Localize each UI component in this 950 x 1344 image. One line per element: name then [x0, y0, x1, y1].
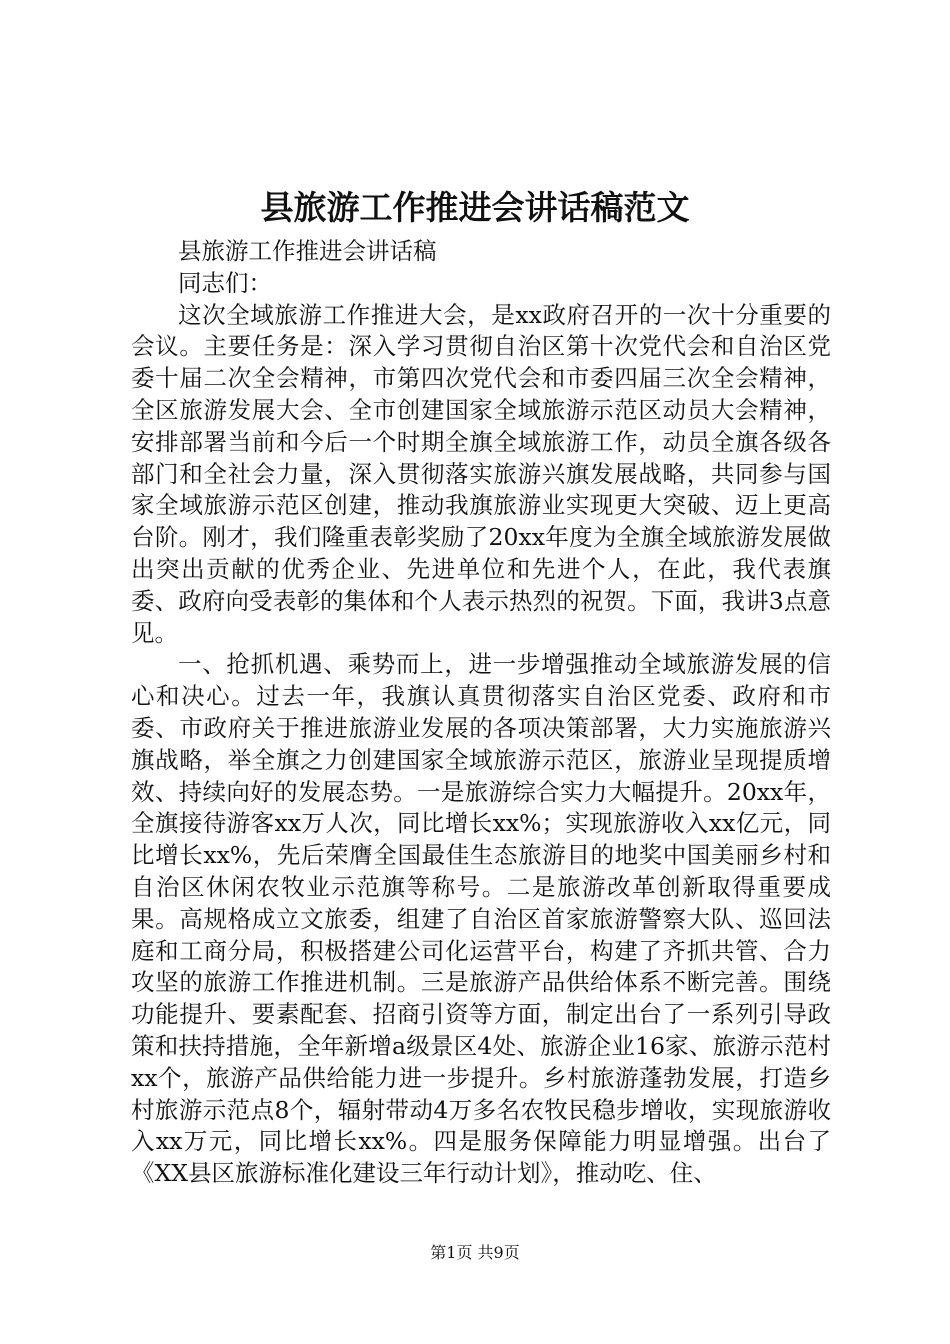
body-paragraph: 一、抢抓机遇、乘势而上，进一步增强推动全域旅游发展的信心和决心。过去一年，我旗认真贯彻落实自治区党委、政府和市委、市政府关于推进旅游业发展的各项决策部署，大力实施旅游兴旗战略，举全旗之力创建国家全域旅游示范区，旅游业呈现提质增效、持续向好的发展态势。一是旅游综合实力大幅提升。20xx年，全旗接待游客xx万人次，同比增长xx%；实现旅游收入xx亿元，同比增长xx%，先后荣膺全国最佳生态旅游目的地奖中国美丽乡村和自治区休闲农牧业示范旗等称号。二是旅游改革创新取得重要成果。高规格成立文旅委，组建了自治区首家旅游警察大队、巡回法庭和工商分局，积极搭建公司化运营平台，构建了齐抓共管、合力攻坚的旅游工作推进机制。三是旅游产品供给体系不断完善。围绕功能提升、要素配套、招商引资等方面，制定出台了一系列引导政策和扶持措施，全年新增a级景区4处、旅游企业16家、旅游示范村xx个，旅游产品供给能力进一步提升。乡村旅游蓬勃发展，打造乡村旅游示范点8个，辐射带动4万多名农牧民稳步增收，实现旅游收入xx万元，同比增长xx%。四是服务保障能力明显增强。出台了《XX县区旅游标准化建设三年行动计划》，推动吃、住、 — [131, 650, 831, 1188]
subtitle-paragraph: 县旅游工作推进会讲话稿 — [178, 237, 437, 265]
salutation-paragraph: 同志们： — [178, 268, 272, 297]
page-number-footer: 第1页 共9页 — [430, 1243, 520, 1262]
body-paragraph: 这次全域旅游工作推进大会，是xx政府召开的一次十分重要的会议。主要任务是：深入学习贯彻自治区第十次党代会和自治区党委十届二次全会精神，市第四次党代会和市委四届三次全会精神，全区旅游发展大会、全市创建国家全域旅游示范区动员大会精神，安排部署当前和今后一个时期全旗全域旅游工作，动员全旗各级各部门和全社会力量，深入贯彻落实旅游兴旗发展战略，共同参与国家全域旅游示范区创建，推动我旗旅游业实现更大突破、迈上更高台阶。刚才，我们隆重表彰奖励了20xx年度为全旗全域旅游发展做出突出贡献的优秀企业、先进单位和先进个人，在此，我代表旗委、政府向受表彰的集体和个人表示热烈的祝贺。下面，我讲3点意见。 — [131, 300, 831, 647]
document-title: 县旅游工作推进会讲话稿范文 — [260, 188, 690, 227]
document-body — [131, 236, 831, 1190]
